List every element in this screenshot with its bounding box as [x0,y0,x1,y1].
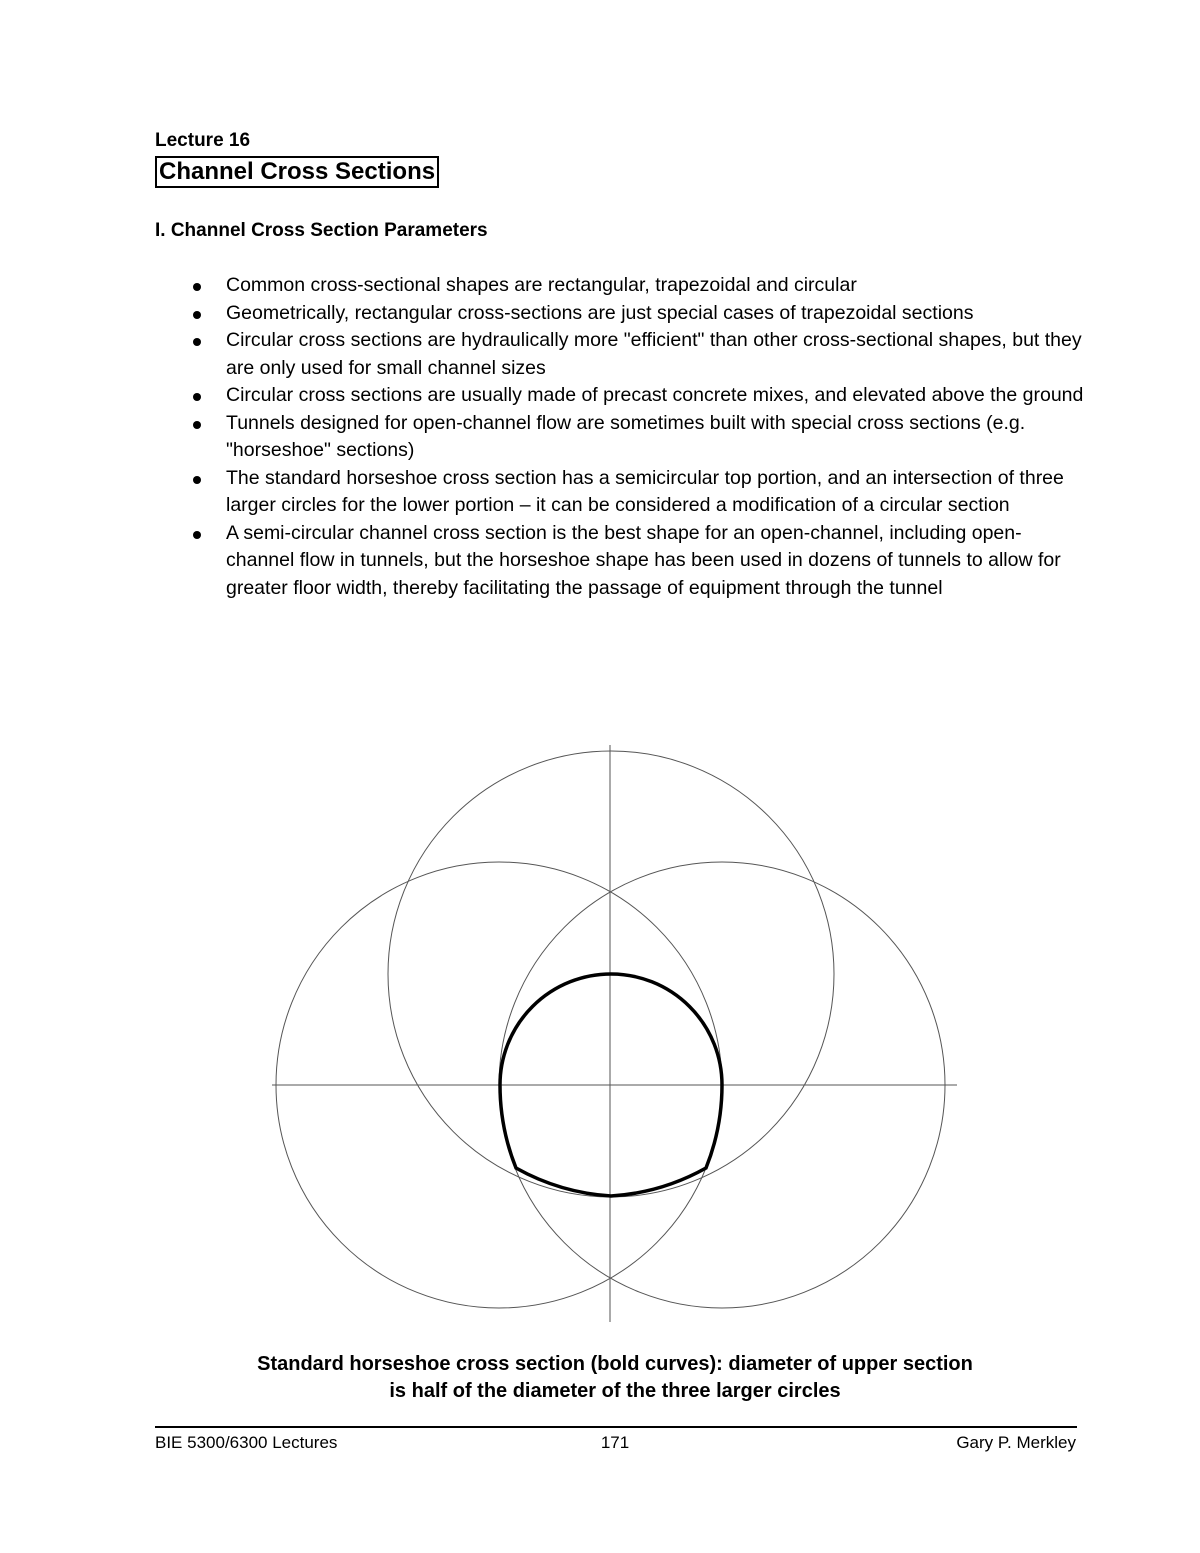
footer-author: Gary P. Merkley [956,1433,1076,1452]
lecture-number: Lecture 16 [155,130,251,151]
list-item-text: The standard horseshoe cross section has a semicircular top portion, and an intersection of three larger circles for the lower portion – it can be considered a modification of a circular section [226,466,1064,516]
section-heading: I. Channel Cross Section Parameters [155,220,488,241]
list-item-text: Circular cross sections are hydraulically more "efficient" than other cross-sectional shapes, but they are only used for small channel sizes [226,329,1082,379]
list-item-text: Circular cross sections are usually made of precast concrete mixes, and elevated above the ground [226,384,1084,406]
list-item-text: Tunnels designed for open-channel flow are sometimes built with special cross sections (e.g. "horseshoe" sections) [226,411,1026,461]
list-item-text: A semi-circular channel cross section is the best shape for an open-channel, including open-channel flow in tunnels, but the horseshoe shape has been used in dozens of tunnels to allow for greater floor width, thereby facilitating the passage of equipment through the tunnel [226,521,1061,599]
page-title: Channel Cross Sections [155,156,439,188]
figure-caption-line-1: Standard horseshoe cross section (bold curves): diameter of upper section [257,1353,973,1375]
figure-caption-line-2: is half of the diameter of the three larger circles [389,1380,841,1402]
footer-page-number: 171 [600,1433,630,1452]
footer-rule [155,1426,1077,1428]
list-item-text: Common cross-sectional shapes are rectangular, trapezoidal and circular [226,274,857,296]
list-item-text: Geometrically, rectangular cross-sections are just special cases of trapezoidal sections [226,301,974,324]
footer-course: BIE 5300/6300 Lectures [155,1433,338,1452]
